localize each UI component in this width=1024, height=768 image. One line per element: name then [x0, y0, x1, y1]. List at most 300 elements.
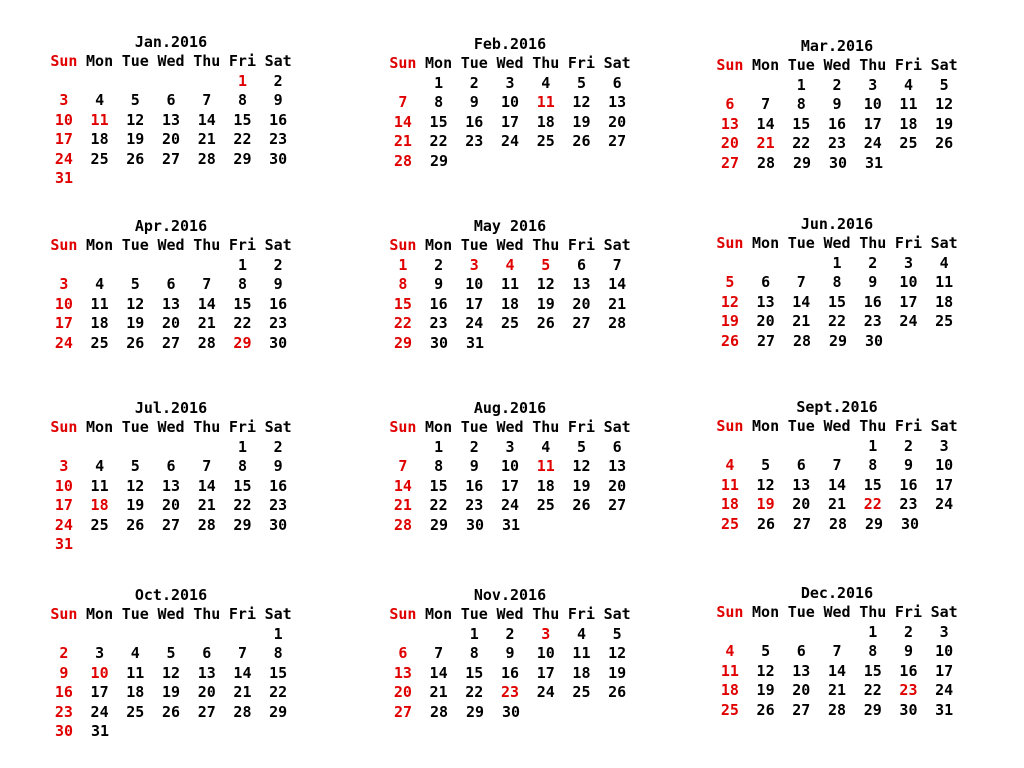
day-cell: 8 [237, 275, 247, 293]
weekday-label: Thu [532, 605, 560, 623]
weekday-label: Tue [121, 418, 149, 436]
day-cell: 14 [393, 112, 412, 131]
day-cell: 12 [126, 476, 145, 495]
day-cell: 5 [939, 75, 949, 94]
day-cell: 5 [166, 644, 176, 662]
day-cell: 28 [827, 700, 847, 719]
day-cell: 17 [54, 496, 73, 514]
week-row [385, 703, 635, 723]
day-cell: 9 [273, 91, 283, 109]
week-row [385, 275, 635, 295]
week-row [385, 477, 635, 497]
month-title: May 2016 [473, 217, 547, 235]
day-cell: 30 [501, 702, 521, 721]
weekday-header [385, 54, 635, 74]
day-cell: 15 [393, 294, 412, 313]
day-cell: 9 [273, 457, 283, 475]
day-cell: 8 [868, 642, 878, 660]
empty-day-cell [712, 623, 748, 643]
day-cell: 20 [161, 130, 181, 148]
day-cell: 2 [469, 73, 479, 92]
day-cell: 6 [202, 644, 212, 662]
month-title: Oct.2016 [134, 586, 208, 604]
day-cell: 28 [393, 515, 413, 534]
week-row [385, 683, 635, 703]
day-cell: 12 [536, 275, 555, 293]
day-cell: 22 [429, 132, 448, 150]
empty-day-cell [225, 625, 261, 645]
day-cell: 20 [756, 312, 775, 330]
day-cell: 12 [608, 644, 627, 662]
day-cell: 9 [903, 456, 913, 474]
day-cell: 21 [756, 134, 775, 152]
empty-day-cell [712, 254, 748, 274]
month-title: Sept.2016 [796, 398, 878, 416]
weekday-label: Thu [532, 236, 560, 254]
day-cell: 18 [90, 314, 109, 332]
empty-day-cell [712, 437, 748, 457]
day-cell: 15 [465, 663, 484, 682]
week-row [712, 681, 962, 701]
day-cell: 30 [465, 515, 485, 534]
day-cell: 21 [429, 683, 448, 701]
day-cell: 5 [130, 91, 140, 109]
weekday-label: Tue [121, 52, 149, 70]
day-cell: 26 [126, 515, 145, 534]
weekday-label: Fri [567, 54, 595, 72]
day-cell: 21 [827, 495, 847, 513]
day-cell: 10 [54, 294, 73, 313]
day-cell: 20 [161, 496, 181, 514]
day-cell: 27 [792, 514, 812, 533]
day-cell: 25 [90, 515, 109, 534]
day-cell: 26 [756, 514, 776, 533]
day-cell: 21 [393, 496, 412, 514]
month-day-grid [385, 605, 635, 722]
weekday-header [385, 605, 635, 625]
empty-day-cell [748, 76, 784, 96]
day-cell: 21 [233, 683, 252, 701]
day-cell: 16 [54, 683, 73, 701]
day-cell: 30 [828, 153, 848, 172]
week-row [712, 254, 962, 274]
day-cell: 11 [500, 275, 520, 293]
week-row [712, 273, 962, 293]
day-cell: 14 [608, 275, 627, 293]
week-row [46, 169, 296, 189]
weekday-label: Sat [603, 54, 631, 72]
day-cell: 29 [233, 515, 252, 534]
weekday-label: Wed [157, 52, 185, 70]
day-cell: 3 [868, 75, 878, 94]
day-cell: 22 [233, 130, 252, 148]
month-calendar [46, 217, 296, 353]
day-cell: 23 [269, 496, 288, 514]
day-cell: 29 [233, 149, 252, 168]
weekday-label: Wed [823, 56, 851, 74]
day-cell: 21 [197, 496, 216, 514]
week-row [712, 95, 962, 115]
weekday-label: Tue [460, 236, 488, 254]
empty-day-cell [189, 256, 225, 276]
weekday-label: Tue [121, 605, 149, 623]
day-cell: 24 [899, 312, 918, 330]
day-cell: 30 [54, 722, 74, 740]
day-cell: 26 [126, 333, 145, 352]
day-cell: 26 [608, 683, 627, 701]
day-cell: 1 [434, 437, 444, 456]
day-cell: 30 [900, 514, 920, 533]
day-cell: 28 [233, 702, 252, 721]
weekday-label: Fri [228, 605, 256, 623]
day-cell: 8 [434, 93, 444, 111]
empty-day-cell [385, 625, 421, 645]
weekday-header [385, 236, 635, 256]
day-cell: 14 [827, 475, 847, 494]
weekday-label: Mon [752, 56, 780, 74]
day-cell: 16 [465, 476, 484, 495]
weekday-label: Mon [86, 418, 114, 436]
weekday-header [712, 603, 962, 623]
weekday-label: Tue [787, 603, 815, 621]
weekday-label: Wed [157, 418, 185, 436]
weekday-label: Thu [859, 603, 887, 621]
weekday-label: Sat [264, 605, 292, 623]
month-title: Aug.2016 [473, 399, 547, 417]
empty-day-cell [153, 72, 189, 92]
empty-day-cell [153, 256, 189, 276]
weekday-label: Mon [425, 54, 453, 72]
day-cell: 29 [863, 700, 882, 719]
day-cell: 11 [90, 110, 109, 129]
empty-day-cell [819, 437, 855, 457]
weekday-label: Mon [425, 236, 453, 254]
day-cell: 5 [541, 255, 551, 274]
empty-day-cell [82, 72, 118, 92]
empty-day-cell [819, 623, 855, 643]
day-cell: 8 [237, 91, 247, 109]
day-cell: 14 [393, 476, 412, 495]
weekday-label: Tue [460, 54, 488, 72]
day-cell: 22 [269, 683, 288, 701]
weekday-label: Tue [787, 56, 815, 74]
day-cell: 3 [939, 436, 949, 455]
month-calendar [712, 215, 962, 351]
day-cell: 24 [90, 702, 109, 721]
day-cell: 3 [59, 91, 69, 109]
day-cell: 26 [572, 496, 591, 514]
weekday-label: Sun [389, 418, 417, 436]
empty-day-cell [385, 74, 421, 94]
day-cell: 5 [725, 273, 735, 291]
day-cell: 29 [429, 151, 449, 170]
weekday-label: Thu [532, 54, 560, 72]
day-cell: 18 [899, 114, 918, 133]
weekday-label: Sun [389, 54, 417, 72]
week-row [385, 93, 635, 113]
week-row [712, 662, 962, 682]
month-calendar [712, 37, 962, 173]
day-cell: 11 [572, 644, 591, 662]
weekday-label: Thu [859, 417, 887, 435]
day-cell: 26 [126, 149, 145, 168]
month-calendar [385, 586, 635, 722]
empty-day-cell [117, 438, 153, 458]
day-cell: 5 [612, 624, 622, 643]
day-cell: 31 [54, 535, 74, 553]
day-cell: 24 [500, 132, 520, 150]
month-day-grid [712, 603, 962, 720]
day-cell: 7 [434, 644, 444, 662]
day-cell: 25 [720, 514, 740, 533]
day-cell: 18 [500, 294, 520, 313]
day-cell: 5 [130, 457, 140, 475]
week-row [712, 332, 962, 352]
day-cell: 23 [465, 132, 484, 150]
day-cell: 18 [536, 112, 555, 131]
day-cell: 18 [90, 496, 109, 514]
day-cell: 23 [465, 496, 484, 514]
day-cell: 14 [197, 294, 216, 313]
day-cell: 6 [612, 73, 622, 92]
day-cell: 19 [126, 496, 145, 514]
empty-day-cell [117, 256, 153, 276]
day-cell: 19 [720, 312, 739, 330]
day-cell: 29 [393, 333, 413, 352]
day-cell: 1 [237, 437, 247, 456]
day-cell: 25 [536, 496, 555, 514]
weekday-label: Wed [157, 605, 185, 623]
day-cell: 20 [720, 134, 739, 152]
weekday-label: Mon [752, 603, 780, 621]
day-cell: 16 [269, 110, 288, 129]
week-row [46, 625, 296, 645]
day-cell: 7 [796, 273, 806, 291]
empty-day-cell [117, 625, 153, 645]
day-cell: 12 [161, 663, 181, 682]
day-cell: 13 [608, 93, 627, 111]
day-cell: 16 [899, 475, 918, 494]
day-cell: 7 [202, 457, 212, 475]
day-cell: 27 [608, 496, 627, 514]
week-row [46, 438, 296, 458]
day-cell: 17 [54, 130, 73, 148]
weekday-label: Sat [930, 234, 958, 252]
weekday-header [46, 52, 296, 72]
day-cell: 6 [612, 437, 622, 456]
day-cell: 3 [95, 644, 105, 662]
day-cell: 27 [161, 515, 181, 534]
day-cell: 12 [572, 457, 591, 475]
weekday-label: Fri [894, 417, 922, 435]
day-cell: 15 [233, 476, 252, 495]
weekday-label: Sat [930, 56, 958, 74]
day-cell: 15 [827, 292, 847, 311]
day-cell: 25 [572, 683, 591, 701]
month-calendar [46, 586, 296, 742]
day-cell: 15 [233, 294, 252, 313]
week-row [46, 496, 296, 516]
empty-day-cell [748, 437, 784, 457]
day-cell: 6 [166, 91, 176, 109]
day-cell: 13 [393, 663, 412, 682]
day-cell: 28 [393, 151, 413, 170]
empty-day-cell [421, 625, 457, 645]
day-cell: 19 [572, 476, 591, 495]
day-cell: 9 [505, 644, 515, 662]
day-cell: 21 [393, 132, 412, 150]
day-cell: 25 [126, 702, 145, 721]
month-day-grid [385, 54, 635, 171]
day-cell: 28 [429, 702, 449, 721]
day-cell: 24 [54, 333, 73, 352]
empty-day-cell [153, 625, 189, 645]
day-cell: 4 [95, 275, 105, 293]
day-cell: 2 [903, 436, 913, 455]
empty-day-cell [385, 438, 421, 458]
weekday-label: Fri [567, 605, 595, 623]
day-cell: 23 [899, 681, 918, 699]
week-row [46, 664, 296, 684]
week-row [712, 134, 962, 154]
day-cell: 29 [233, 333, 252, 352]
day-cell: 13 [197, 663, 216, 682]
week-row [46, 722, 296, 742]
weekday-label: Tue [787, 417, 815, 435]
day-cell: 25 [500, 314, 520, 332]
day-cell: 18 [720, 681, 739, 699]
day-cell: 14 [233, 663, 252, 682]
day-cell: 16 [827, 114, 847, 133]
weekday-label: Sat [264, 52, 292, 70]
week-row [385, 314, 635, 334]
empty-day-cell [712, 76, 748, 96]
day-cell: 9 [832, 95, 842, 113]
day-cell: 14 [756, 114, 775, 133]
week-row [385, 496, 635, 516]
day-cell: 11 [720, 475, 739, 494]
empty-day-cell [46, 72, 82, 92]
day-cell: 19 [161, 683, 181, 701]
day-cell: 10 [863, 95, 882, 113]
day-cell: 30 [429, 333, 449, 352]
day-cell: 28 [828, 514, 848, 533]
week-row [46, 457, 296, 477]
day-cell: 6 [796, 456, 806, 474]
weekday-label: Fri [894, 603, 922, 621]
day-cell: 1 [237, 71, 247, 90]
weekday-label: Thu [193, 52, 221, 70]
week-row [712, 515, 962, 535]
day-cell: 26 [720, 331, 740, 350]
day-cell: 27 [161, 333, 181, 352]
month-title: Jan.2016 [134, 33, 208, 51]
day-cell: 22 [863, 495, 882, 513]
day-cell: 16 [269, 476, 288, 495]
day-cell: 17 [935, 475, 954, 494]
day-cell: 24 [500, 496, 520, 514]
day-cell: 2 [469, 437, 479, 456]
day-cell: 3 [903, 253, 913, 272]
day-cell: 27 [720, 153, 740, 172]
day-cell: 15 [863, 475, 882, 494]
weekday-label: Wed [496, 54, 524, 72]
day-cell: 4 [505, 255, 515, 274]
week-row [46, 644, 296, 664]
weekday-label: Sat [603, 605, 631, 623]
day-cell: 31 [465, 333, 485, 352]
day-cell: 12 [756, 475, 775, 494]
month-day-grid [46, 418, 296, 555]
day-cell: 21 [197, 130, 216, 148]
day-cell: 11 [90, 476, 109, 495]
day-cell: 8 [237, 457, 247, 475]
day-cell: 22 [792, 134, 811, 152]
weekday-header [712, 417, 962, 437]
day-cell: 3 [505, 437, 515, 456]
day-cell: 8 [398, 275, 408, 293]
month-title: Mar.2016 [800, 37, 874, 55]
day-cell: 9 [273, 275, 283, 293]
day-cell: 2 [434, 255, 444, 274]
weekday-label: Sun [716, 603, 744, 621]
day-cell: 24 [935, 681, 954, 699]
month-day-grid [712, 417, 962, 534]
month-title: Apr.2016 [134, 217, 208, 235]
day-cell: 23 [269, 314, 288, 332]
week-row [385, 132, 635, 152]
week-row [712, 476, 962, 496]
day-cell: 25 [935, 312, 954, 330]
weekday-label: Sat [930, 417, 958, 435]
weekday-label: Sun [716, 234, 744, 252]
day-cell: 6 [166, 457, 176, 475]
month-day-grid [712, 56, 962, 173]
week-row [712, 701, 962, 721]
day-cell: 13 [161, 294, 181, 313]
day-cell: 4 [541, 437, 551, 456]
weekday-label: Thu [193, 605, 221, 623]
day-cell: 10 [465, 275, 484, 293]
week-row [385, 113, 635, 133]
weekday-label: Sat [930, 603, 958, 621]
weekday-label: Sun [716, 417, 744, 435]
month-title: Jul.2016 [134, 399, 208, 417]
empty-day-cell [46, 625, 82, 645]
day-cell: 6 [761, 273, 771, 291]
month-title: Nov.2016 [473, 586, 547, 604]
day-cell: 13 [792, 475, 811, 494]
weekday-header [46, 605, 296, 625]
day-cell: 10 [54, 476, 73, 495]
day-cell: 3 [939, 622, 949, 641]
day-cell: 1 [868, 622, 878, 641]
weekday-label: Mon [86, 605, 114, 623]
day-cell: 4 [903, 75, 913, 94]
day-cell: 14 [429, 663, 448, 682]
day-cell: 31 [501, 515, 521, 534]
day-cell: 27 [756, 331, 776, 350]
weekday-label: Wed [496, 418, 524, 436]
day-cell: 11 [899, 95, 918, 113]
month-title: Dec.2016 [800, 584, 874, 602]
day-cell: 26 [935, 134, 954, 152]
weekday-label: Mon [752, 234, 780, 252]
day-cell: 23 [863, 312, 882, 330]
day-cell: 26 [536, 314, 555, 332]
day-cell: 23 [899, 495, 918, 513]
day-cell: 24 [54, 515, 73, 534]
